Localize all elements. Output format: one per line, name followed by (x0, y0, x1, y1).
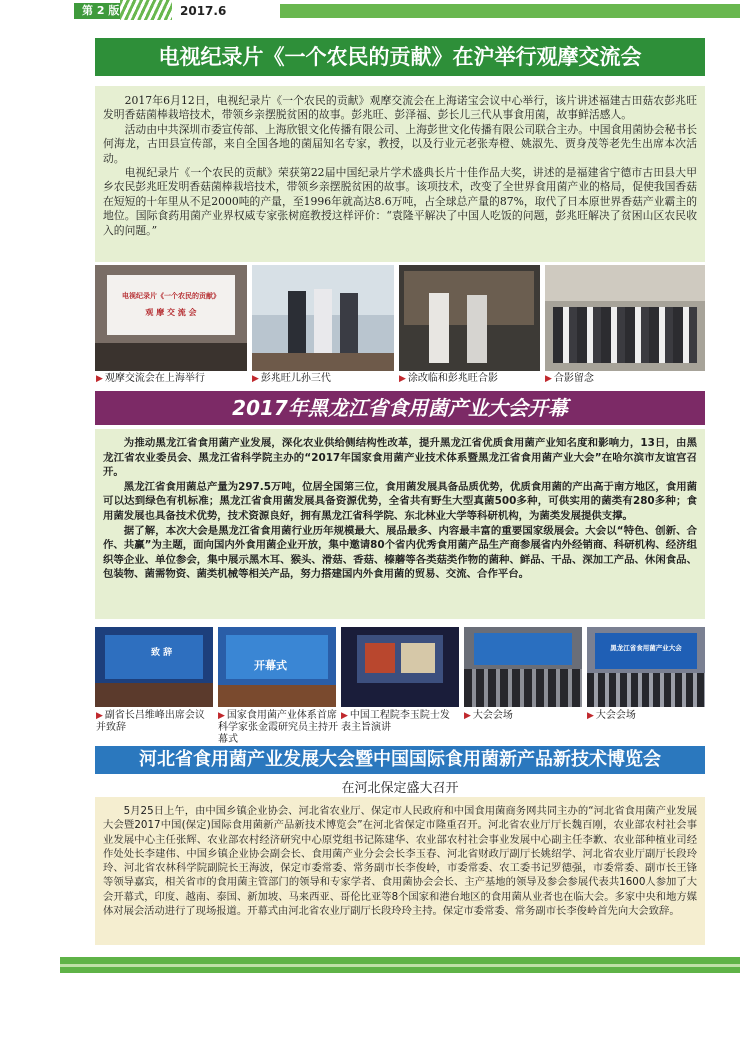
triangle-marker-icon: ▶ (464, 711, 471, 721)
photo-group-photo (545, 265, 705, 371)
caption: ▶ 涂改临和彭兆旺合影 (399, 373, 498, 384)
article2-body (95, 429, 705, 619)
photo-opening (218, 627, 336, 707)
caption: ▶ 副省长吕维峰出席会议并致辞 (96, 710, 205, 733)
caption: ▶ 合影留念 (545, 373, 594, 384)
caption: ▶ 大会会场 (587, 710, 636, 721)
caption: ▶ 大会会场 (464, 710, 513, 721)
photo-group-two (399, 265, 540, 371)
page-header (0, 0, 740, 22)
article1-paragraph: 电视纪录片《一个农民的贡献》荣获第22届中国纪录片学术盛典长片十佳作品大奖，讲述的是福建省宁德市古田县大甲乡农民彭兆旺发明香菇菌棒栽培技术，带领乡亲摆脱贫困的故事。该项技术，改变了全世界食用菌产业的格局，促使我国香菇在短短的十年里从不足2000吨的产量，至1996年就高达8.6万吨，占全球总产量的87%，取代了日本原世界香菇产业霸主的地位。国际食药用菌产业界权威专家张树庭教授这样评价：“袁隆平解决了中国人吃饭的问题，彭兆旺解决了贫困山区农民收入的问题。” (103, 166, 697, 237)
triangle-marker-icon: ▶ (341, 711, 348, 721)
article1-paragraph: 活动由中共深圳市委宣传部、上海欣银文化传播有限公司、上海彭世文化传播有限公司联合主办。中国食用菌协会秘书长何海龙，古田县宣传部，来自全国各地的菌届知名专家，教授，以及行业元老张寿橙、姚淑先、贾身茂等老先生出席本次活动。 (103, 122, 697, 165)
projection-screen (107, 275, 235, 335)
header-stripes (120, 0, 172, 20)
screen-conference: 黑龙江省食用菌产业大会 (610, 644, 682, 652)
screen-line1: 电视纪录片《一个农民的贡献》 (122, 292, 220, 300)
photo-venue-1 (464, 627, 582, 707)
photo-three-generations (252, 265, 394, 371)
article3-subtitle: 在河北保定盛大召开 (341, 781, 459, 796)
triangle-marker-icon: ▶ (218, 711, 225, 721)
caption: ▶ 中国工程院李玉院士发表主旨演讲 (341, 710, 450, 733)
triangle-marker-icon: ▶ (545, 374, 552, 384)
triangle-marker-icon: ▶ (587, 711, 594, 721)
header-bar (280, 4, 740, 18)
photo-speech (95, 627, 213, 707)
article2-title: 2017年黑龙江省食用菌产业大会开幕 (95, 391, 705, 425)
article3-paragraph: 5月25日上午，由中国乡镇企业协会、河北省农业厅、保定市人民政府和中国食用菌商务网共同主办的“河北省食用菌产业发展大会暨2017中国(保定)国际食用菌新产品新技术博览会”在河北省保定市隆重召开。河北省农业厅厅长魏百刚，农业部农村社会事业发展中心主任张辉、农业部农村经济研究中心原党组书记陈建华、农业部农村社会事业发展中心副主任李歉、农业部种植业司经作处处长李建伟、中国乡镇企业协会副会长、食用菌产业分会会长李玉春、河北省财政厅副厅长姚绍学、河北省农业厅副厅长段玲玲、河北省农林科学院副院长王海波，保定市委常委、常务副市长李俊岭，市委常委、农工委书记罗德强，市委常委、副市长王锋等领导嘉宾，相关省市的食用菌主管部门的领导和专家学者、食用菌协会会长、主产基地的领导及参会参展代表共1600人参加了大会开幕式，印度、越南、泰国、新加坡、马来西亚、哥伦比亚等8个国家和港台地区的食用菌从业者也在临大会。多家中央和地方媒体对展会活动进行了现场报道。开幕式由河北省农业厅副厅长段玲玲主持。保定市委常委、常务副市长李俊岭首先向大会致辞。 (103, 805, 697, 918)
article2-paragraph: 为推动黑龙江省食用菌产业发展，深化农业供给侧结构性改革，提升黑龙江省优质食用菌产业知名度和影响力，13日，由黑龙江省农业委员会、黑龙江省科学院主办的“2017年国家食用菌产业技术体系暨黑龙江省食用菌产业大会”在哈尔滨市友谊宫召开。 (103, 437, 697, 479)
caption: ▶ 国家食用菌产业体系首席科学家张金霞研究员主持开幕式 (218, 710, 338, 745)
triangle-marker-icon: ▶ (96, 711, 103, 721)
screen-line2: 观 摩 交 流 会 (145, 308, 197, 317)
audience (95, 343, 247, 371)
article3-title: 河北省食用菌产业发展大会暨中国国际食用菌新产品新技术博览会 (95, 746, 705, 774)
article1-body (95, 86, 705, 262)
issue-label: 第 2 版 (74, 3, 127, 19)
photo-screen (95, 265, 247, 371)
caption: ▶ 彭兆旺儿孙三代 (252, 373, 331, 384)
triangle-marker-icon: ▶ (252, 374, 259, 384)
triangle-marker-icon: ▶ (399, 374, 406, 384)
triangle-marker-icon: ▶ (96, 374, 103, 384)
article1-title: 电视纪录片《一个农民的贡献》在沪举行观摩交流会 (95, 38, 705, 76)
photo-keynote (341, 627, 459, 707)
photo-venue-2 (587, 627, 705, 707)
issue-date: 2017.6 (180, 4, 227, 18)
page-footer-line (60, 964, 740, 967)
screen-zhici: 致 辞 (151, 648, 173, 658)
article2-paragraph: 黑龙江省食用菌总产量为297.5万吨，位居全国第三位，食用菌发展具备品质优势，优质食用菌的产出高于南方地区，食用菌可以达到绿色有机标准；黑龙江省食用菌发展具备资源优势，全省共有野生大型真菌500多种，可供实用的菌类有280多种；食用菌发展也具备技术优势，技术资源良好，拥有黑龙江省科学院、东北林业大学等科研机构，为菌类发展提供支撑。 (103, 480, 697, 522)
article3-body (95, 797, 705, 945)
article2-paragraph: 据了解，本次大会是黑龙江省食用菌行业历年规模最大、展品最多、内容最丰富的重要国家级展会。大会以“特色、创新、合作、共赢”为主题，面向国内外食用菌企业开放，集中邀请80个省内优秀食用菌产品生产商参展省内外经销商、科研机构、经济组织等企业、单位参会，集中展示黑木耳、猴头、滑菇、香菇、榛蘑等各类菇类作物的菌种、鲜品、干品、深加工产品、休闲食品、包装物、菌需物资、菌类机械等相关产品，努力搭建国内外食用菌的贸易、交流、合作平台。 (103, 524, 697, 581)
caption: ▶ 观摩交流会在上海举行 (96, 373, 205, 384)
article1-paragraph: 2017年6月12日，电视纪录片《一个农民的贡献》观摩交流会在上海诺宝会议中心举行，该片讲述福建古田菇农彭兆旺发明香菇菌棒栽培技术，带领乡亲摆脱贫困的故事。彭兆旺、彭泽福、彭长儿三代从事食用菌，故事鲜活感人。 (103, 94, 697, 122)
screen-kaimushi: 开幕式 (254, 659, 287, 672)
